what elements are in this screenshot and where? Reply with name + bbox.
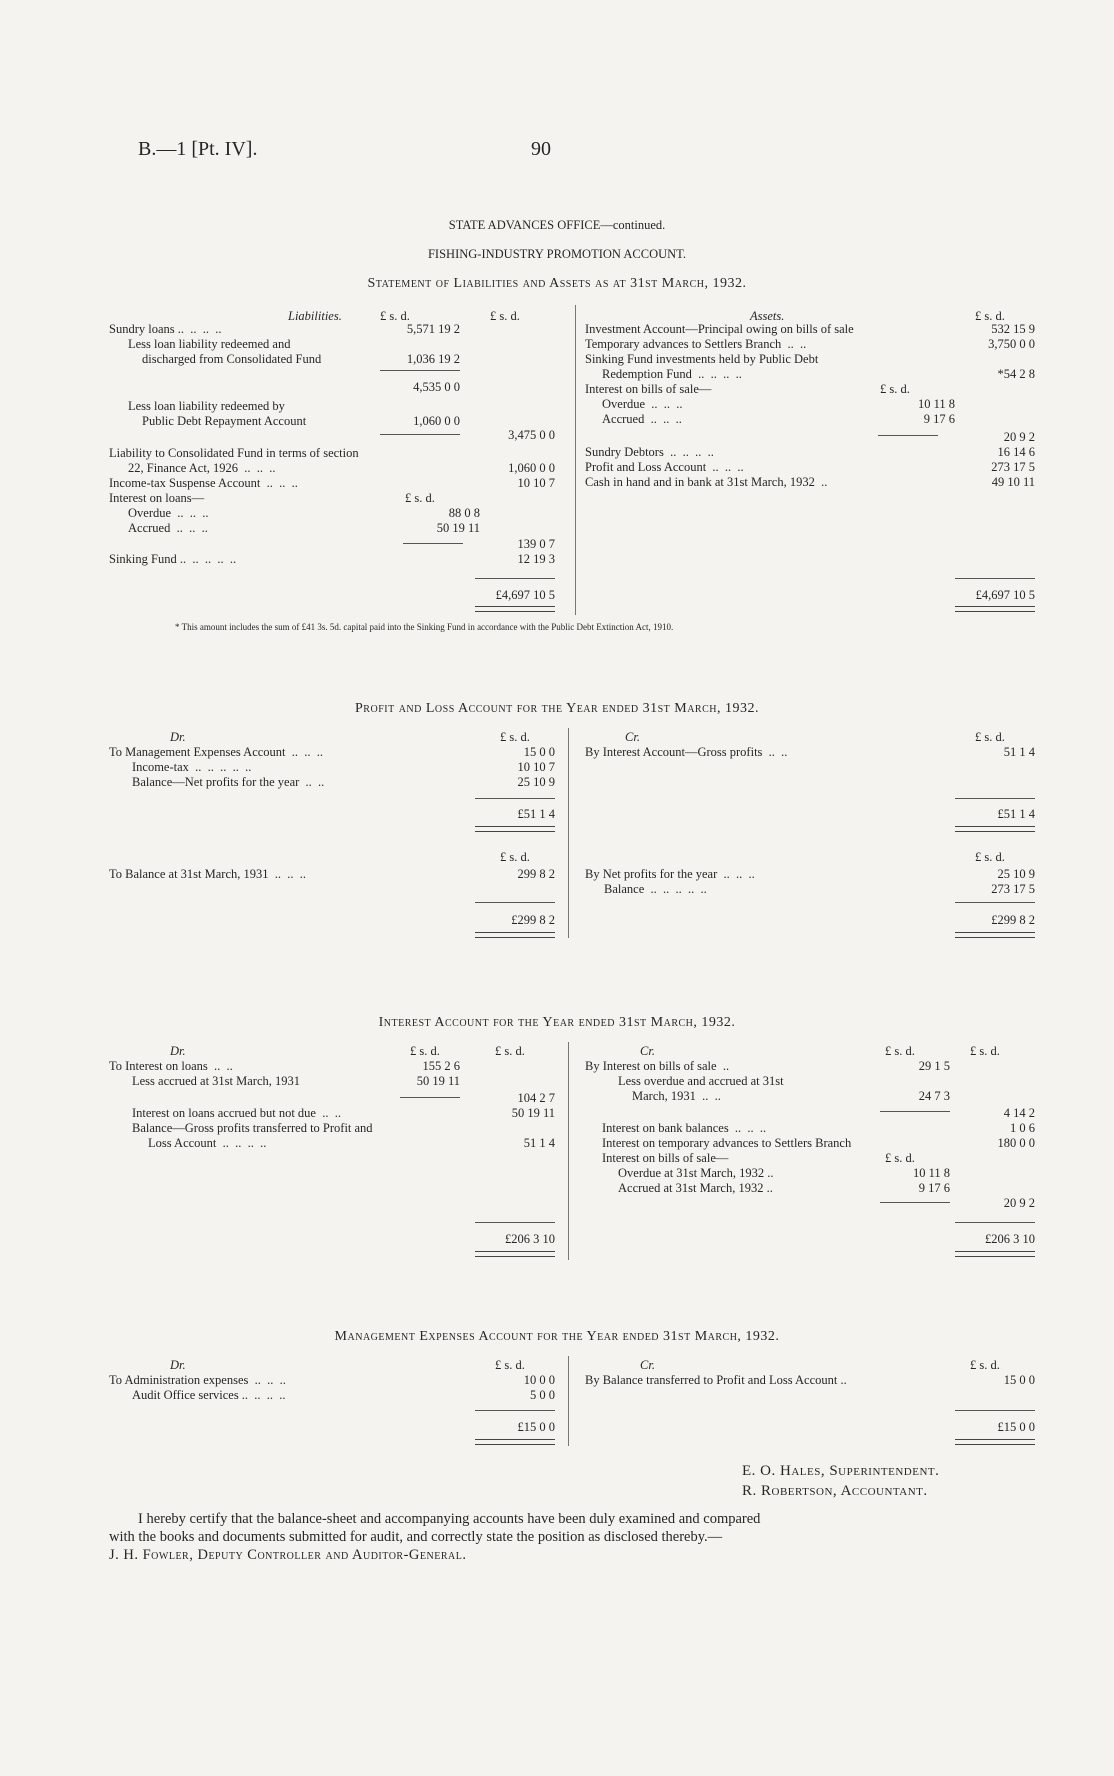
column-divider — [568, 728, 569, 938]
rule — [475, 798, 555, 799]
double-rule — [955, 1251, 1035, 1257]
interest-total-amount: 139 0 7 — [517, 537, 555, 551]
liabilities-header: Liabilities. — [288, 309, 342, 323]
sundry-loans-amount: 5,571 19 2 — [406, 322, 460, 336]
cr-col-header: £ s. d. — [975, 730, 1005, 744]
column-divider — [568, 1356, 569, 1446]
int-debit-total: £206 3 10 — [505, 1232, 555, 1246]
rule — [878, 435, 938, 436]
rule — [955, 578, 1035, 579]
int-debit-4-amount: 51 1 4 — [523, 1136, 555, 1150]
rule — [475, 1410, 555, 1411]
cr-col-header-2: £ s. d. — [975, 850, 1005, 864]
sundry-debtors-label: Sundry Debtors .. .. .. .. — [585, 445, 714, 459]
less-redeemed-amount: 1,036 19 2 — [406, 352, 460, 366]
income-tax-amount: 10 10 7 — [517, 476, 555, 490]
pl-debit-1: To Management Expenses Account .. .. .. — [109, 745, 324, 759]
pl-credit-3-amount: 273 17 5 — [991, 882, 1035, 896]
assets-overdue-label: Overdue .. .. .. — [602, 397, 683, 411]
pl-debit-4: To Balance at 31st March, 1931 .. .. .. — [109, 867, 306, 881]
mgmt-dr-label: Dr. — [170, 1358, 186, 1372]
liability-consolidated-label: Liability to Consolidated Fund in terms of section — [109, 446, 359, 460]
int-cr-col1-header: £ s. d. — [885, 1044, 915, 1058]
int-debit-4: Balance—Gross profits transferred to Profit and — [132, 1121, 373, 1135]
mgmt-cr-col-header: £ s. d. — [970, 1358, 1000, 1372]
double-rule — [475, 932, 555, 938]
sinking-fund-investments-label: Sinking Fund investments held by Public Debt — [585, 352, 819, 366]
subtotal-loans: 4,535 0 0 — [413, 380, 460, 394]
interest-bills-sub-header: £ s. d. — [880, 382, 910, 396]
pl-credit-total-1: £51 1 4 — [997, 807, 1035, 821]
profit-loss-label: Profit and Loss Account .. .. .. — [585, 460, 744, 474]
int-debit-4-cont: Loss Account .. .. .. .. — [148, 1136, 267, 1150]
document-reference: B.—1 [Pt. IV]. — [138, 138, 258, 160]
int-credit-4: Interest on temporary advances to Settlers Branch — [602, 1136, 852, 1150]
mgmt-debit-total: £15 0 0 — [517, 1420, 555, 1434]
certificate-line-2: with the books and documents submitted for audit, and correctly state the position as disclosed thereby.— — [109, 1529, 723, 1545]
int-cr-label: Cr. — [640, 1044, 655, 1058]
net-loans-amount: 3,475 0 0 — [508, 428, 555, 442]
double-rule — [955, 826, 1035, 832]
sinking-fund-label: Sinking Fund .. .. .. .. .. — [109, 552, 237, 566]
int-debit-1-amount: 155 2 6 — [422, 1059, 460, 1073]
column-divider — [568, 1042, 569, 1260]
dr-col-header: £ s. d. — [500, 730, 530, 744]
double-rule — [475, 1251, 555, 1257]
assets-col-header: £ s. d. — [975, 309, 1005, 323]
accrued-label: Accrued .. .. .. — [128, 521, 208, 535]
rule — [400, 1097, 460, 1098]
sundry-loans-label: Sundry loans .. .. .. .. — [109, 322, 222, 336]
temporary-advances-label: Temporary advances to Settlers Branch .. .. — [585, 337, 807, 351]
int-credit-1-amount: 29 1 5 — [918, 1059, 950, 1073]
int-credit-4-amount: 180 0 0 — [997, 1136, 1035, 1150]
int-debit-3: Interest on loans accrued but not due .. .. — [132, 1106, 341, 1120]
int-credit-5: Interest on bills of sale— — [602, 1151, 729, 1165]
pl-debit-total-1: £51 1 4 — [517, 807, 555, 821]
temporary-advances-amount: 3,750 0 0 — [988, 337, 1035, 351]
int-credit-7: Accrued at 31st March, 1932 .. — [618, 1181, 773, 1195]
mgmt-debit-1-amount: 10 0 0 — [523, 1373, 555, 1387]
pl-credit-2-amount: 25 10 9 — [997, 867, 1035, 881]
income-tax-label: Income-tax Suspense Account .. .. .. — [109, 476, 298, 490]
rule — [403, 543, 463, 544]
rule — [475, 1222, 555, 1223]
rule — [380, 370, 460, 371]
rule — [475, 578, 555, 579]
office-title: STATE ADVANCES OFFICE—continued. — [448, 218, 666, 232]
int-debit-1: To Interest on loans .. .. — [109, 1059, 233, 1073]
int-credit-net: 4 14 2 — [1003, 1106, 1035, 1120]
double-rule — [475, 606, 555, 612]
page-number: 90 — [531, 138, 551, 160]
double-rule — [955, 606, 1035, 612]
int-cr-col2-header: £ s. d. — [970, 1044, 1000, 1058]
double-rule — [475, 1439, 555, 1445]
int-credit-7-amount: 9 17 6 — [918, 1181, 950, 1195]
rule — [955, 1410, 1035, 1411]
pl-debit-total-2: £299 8 2 — [511, 913, 555, 927]
pl-credit-1-amount: 51 1 4 — [1003, 745, 1035, 759]
int-credit-6-amount: 10 11 8 — [912, 1166, 950, 1180]
liab-col1-header: £ s. d. — [380, 309, 410, 323]
int-debit-2-amount: 50 19 11 — [416, 1074, 460, 1088]
signature-accountant: R. Robertson, Accountant. — [742, 1483, 928, 1499]
mgmt-credit-total: £15 0 0 — [997, 1420, 1035, 1434]
int-credit-3-amount: 1 0 6 — [1010, 1121, 1035, 1135]
sinking-fund-investments-label-cont: Redemption Fund .. .. .. .. — [602, 367, 742, 381]
rule — [955, 902, 1035, 903]
assets-accrued-label: Accrued .. .. .. — [602, 412, 682, 426]
mgmt-dr-col-header: £ s. d. — [495, 1358, 525, 1372]
double-rule — [955, 1439, 1035, 1445]
int-credit-total: £206 3 10 — [985, 1232, 1035, 1246]
pl-credit-3: Balance .. .. .. .. .. — [604, 882, 707, 896]
rule — [955, 1222, 1035, 1223]
dr-label: Dr. — [170, 730, 186, 744]
less-redeemed-label: Less loan liability redeemed and — [128, 337, 291, 351]
overdue-label: Overdue .. .. .. — [128, 506, 209, 520]
investment-account-amount: 532 15 9 — [991, 322, 1035, 336]
int-credit-interest-total: 20 9 2 — [1003, 1196, 1035, 1210]
double-rule — [475, 826, 555, 832]
pl-debit-3-amount: 25 10 9 — [517, 775, 555, 789]
int-credit-1: By Interest on bills of sale .. — [585, 1059, 730, 1073]
interest-sub-header: £ s. d. — [405, 491, 435, 505]
mgmt-debit-1: To Administration expenses .. .. .. — [109, 1373, 286, 1387]
interest-bills-total: 20 9 2 — [1003, 430, 1035, 444]
liability-consolidated-label-cont: 22, Finance Act, 1926 .. .. .. — [128, 461, 276, 475]
cash-in-hand-label: Cash in hand and in bank at 31st March, 1932 .. — [585, 475, 828, 489]
cr-label: Cr. — [625, 730, 640, 744]
cash-in-hand-amount: 49 10 11 — [991, 475, 1035, 489]
assets-overdue-amount: 10 11 8 — [917, 397, 955, 411]
interest-title: Interest Account for the Year ended 31st March, 1932. — [378, 1015, 736, 1030]
rule — [475, 902, 555, 903]
liabilities-total: £4,697 10 5 — [495, 588, 555, 602]
int-debit-net: 104 2 7 — [517, 1091, 555, 1105]
less-public-debt-label: Less loan liability redeemed by — [128, 399, 285, 413]
interest-bills-label: Interest on bills of sale— — [585, 382, 712, 396]
pl-debit-3: Balance—Net profits for the year .. .. — [132, 775, 325, 789]
certificate-line-1: I hereby certify that the balance-sheet and accompanying accounts have been duly examined and compared — [138, 1511, 761, 1527]
account-title: FISHING-INDUSTRY PROMOTION ACCOUNT. — [427, 247, 686, 261]
assets-header: Assets. — [750, 309, 785, 323]
liab-col2-header: £ s. d. — [490, 309, 520, 323]
mgmt-credit-1-amount: 15 0 0 — [1003, 1373, 1035, 1387]
less-redeemed-label-cont: discharged from Consolidated Fund — [142, 352, 322, 366]
investment-account-label: Investment Account—Principal owing on bills of sale — [585, 322, 854, 336]
pl-credit-2: By Net profits for the year .. .. .. — [585, 867, 755, 881]
overdue-amount: 88 0 8 — [448, 506, 480, 520]
liability-consolidated-amount: 1,060 0 0 — [508, 461, 555, 475]
sinking-fund-investments-amount: *54 2 8 — [997, 367, 1035, 381]
interest-on-loans-label: Interest on loans— — [109, 491, 205, 505]
pl-debit-1-amount: 15 0 0 — [523, 745, 555, 759]
mgmt-cr-label: Cr. — [640, 1358, 655, 1372]
mgmt-debit-2-amount: 5 0 0 — [530, 1388, 555, 1402]
int-credit-sub-header: £ s. d. — [885, 1151, 915, 1165]
int-dr-label: Dr. — [170, 1044, 186, 1058]
pl-debit-4-amount: 299 8 2 — [517, 867, 555, 881]
sundry-debtors-amount: 16 14 6 — [997, 445, 1035, 459]
int-credit-2: Less overdue and accrued at 31st — [618, 1074, 784, 1088]
signature-superintendent: E. O. Hales, Superintendent. — [742, 1463, 940, 1479]
int-dr-col1-header: £ s. d. — [410, 1044, 440, 1058]
int-credit-6: Overdue at 31st March, 1932 .. — [618, 1166, 774, 1180]
mgmt-credit-1: By Balance transferred to Profit and Loss Account .. — [585, 1373, 847, 1387]
pl-credit-total-2: £299 8 2 — [991, 913, 1035, 927]
int-credit-3: Interest on bank balances .. .. .. — [602, 1121, 767, 1135]
rule — [955, 798, 1035, 799]
double-rule — [955, 932, 1035, 938]
certificate-line-3: J. H. Fowler, Deputy Controller and Auditor-General. — [109, 1547, 467, 1563]
management-title: Management Expenses Account for the Year ended 31st March, 1932. — [334, 1329, 780, 1344]
pl-credit-1: By Interest Account—Gross profits .. .. — [585, 745, 788, 759]
int-dr-col2-header: £ s. d. — [495, 1044, 525, 1058]
int-credit-2-cont: March, 1931 .. .. — [632, 1089, 721, 1103]
pl-debit-2: Income-tax .. .. .. .. .. — [132, 760, 252, 774]
assets-accrued-amount: 9 17 6 — [923, 412, 955, 426]
dr-col-header-2: £ s. d. — [500, 850, 530, 864]
accrued-amount: 50 19 11 — [436, 521, 480, 535]
rule — [380, 434, 460, 435]
less-public-debt-label-cont: Public Debt Repayment Account — [142, 414, 307, 428]
mgmt-debit-2: Audit Office services .. .. .. .. — [132, 1388, 286, 1402]
profit-loss-amount: 273 17 5 — [991, 460, 1035, 474]
column-divider — [575, 305, 576, 615]
pl-debit-2-amount: 10 10 7 — [517, 760, 555, 774]
less-public-debt-amount: 1,060 0 0 — [413, 414, 460, 428]
int-debit-2: Less accrued at 31st March, 1931 — [132, 1074, 300, 1088]
int-credit-2-amount: 24 7 3 — [918, 1089, 950, 1103]
footnote: * This amount includes the sum of £41 3s. 5d. capital paid into the Sinking Fund in accordance with the Public Debt Extinction Act, 1910. — [175, 622, 674, 632]
balance-sheet-title: Statement of Liabilities and Assets as at 31st March, 1932. — [367, 276, 747, 291]
profit-loss-title: Profit and Loss Account for the Year ended 31st March, 1932. — [355, 701, 759, 716]
assets-total: £4,697 10 5 — [975, 588, 1035, 602]
sinking-fund-amount: 12 19 3 — [517, 552, 555, 566]
int-debit-3-amount: 50 19 11 — [511, 1106, 555, 1120]
